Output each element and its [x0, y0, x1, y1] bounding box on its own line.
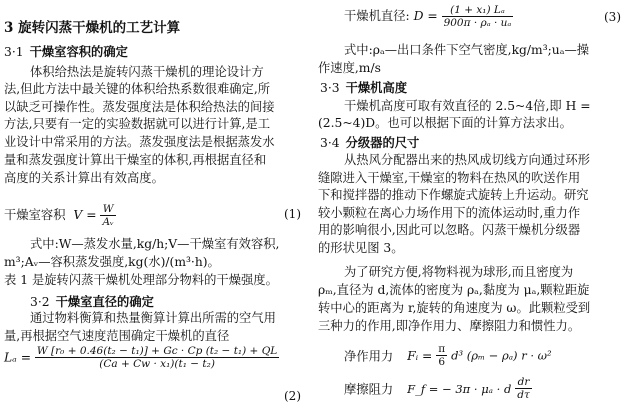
- paragraph-line: 用的影响很小,因此可以忽略。闪蒸干燥机分级器: [318, 223, 581, 237]
- equation-fraction: [442, 4, 514, 29]
- equation-lhs: V =: [73, 208, 97, 222]
- paragraph-line: 量和蒸发强度计算出干燥室的体积,再根据直径和: [4, 153, 267, 167]
- paragraph-line: 表 1 是旋转闪蒸干燥机处理部分物料的干燥强度。: [4, 273, 278, 287]
- paragraph-line: 以缺乏可操作性。蒸发强度法是体积给热法的间接: [4, 100, 275, 114]
- subsection-title: 干燥机高度: [345, 80, 408, 95]
- equation-2: [4, 345, 279, 370]
- subsection-number: 3·2: [30, 295, 50, 309]
- subsection-title: 分级器的尺寸: [345, 135, 420, 150]
- equation-fraction: [515, 376, 532, 401]
- subsection-title: 干燥室容积的确定: [29, 44, 128, 59]
- paragraph-line: 通过物料衡算和热量衡算计算出所需的空气用: [30, 311, 276, 325]
- equation-label: 干燥室容积: [4, 208, 66, 222]
- fraction-denominator: 900π · ρₐ · uₐ: [443, 17, 512, 29]
- fraction-numerator: (1 + x₁) Lₐ: [442, 4, 514, 17]
- paragraph-line: 作速度,m/s: [318, 61, 381, 75]
- paragraph-line: 为了研究方便,将物料视为球形,而且密度为: [344, 265, 574, 279]
- paragraph-line: 高度的关系计算出有效高度。: [4, 171, 164, 185]
- fraction-numerator: W [r₀ + 0.46(t₂ − t₁)] + Gc · Cp (t₂ − t₁) + QL: [36, 345, 278, 357]
- subsection-number: 3·3: [320, 81, 340, 95]
- subsection-heading-3-4: [320, 133, 419, 151]
- equation-rhs: d³ (ρₘ − ρₐ) r · ω²: [451, 348, 552, 363]
- paragraph-line: 下和搅拌器的推动下作螺旋式旋转上升运动。研究: [318, 188, 589, 202]
- section-heading: 3 旋转闪蒸干燥机的工艺计算: [4, 20, 181, 36]
- paragraph-line: 式中:ρₐ—出口条件下空气密度,kg/m³;uₐ—操: [344, 43, 590, 57]
- equation-number: (1): [284, 207, 301, 221]
- paragraph-line: ρₘ,直径为 d,流体的密度为 ρₐ,黏度为 μₐ,颗粒距旋: [318, 283, 590, 297]
- subsection-title: 干燥室直径的确定: [55, 294, 154, 309]
- paragraph-line: 较小颗粒在离心力场作用下的流体运动时,重力作: [318, 206, 581, 220]
- paragraph-line: 缝隙进入干燥室,干燥室的物料在热风的吹送作用: [318, 171, 581, 185]
- fraction-denominator: 6: [438, 356, 446, 368]
- subsection-heading-3-2: [30, 292, 154, 310]
- fraction-numerator: dr: [515, 376, 532, 389]
- equation-label: 净作用力: [344, 349, 394, 364]
- equation-1: [4, 203, 116, 228]
- paragraph-line: 干燥机高度可取有效直径的 2.5~4倍,即 H =: [344, 99, 591, 113]
- subsection-heading-3-1: [4, 42, 128, 60]
- equation-lhs: Lₐ =: [4, 350, 31, 365]
- equation-lhs: Fᵢ =: [407, 348, 433, 363]
- paragraph-line: 业设计中常采用的方法。蒸发强度法是根据蒸发水: [4, 135, 275, 149]
- equation-fraction: [35, 345, 279, 370]
- equation-lhs: D =: [413, 9, 438, 23]
- subsection-heading-3-3: [320, 78, 407, 96]
- equation-lhs: F_f = − 3π · μₐ · d: [407, 381, 512, 396]
- equation-number: (2): [284, 389, 301, 403]
- paragraph-line: 从热风分配器出来的热风成切线方向通过环形: [344, 153, 590, 167]
- subsection-number: 3·1: [4, 45, 24, 59]
- equation-fraction: [436, 343, 447, 368]
- paragraph-line: 的形状见图 3。: [318, 241, 404, 255]
- paragraph-line: 体积给热法是旋转闪蒸干燥机的理论设计方: [30, 65, 264, 79]
- fraction-denominator: dτ: [517, 389, 530, 401]
- paragraph-line: 方法,只要有一定的实验数据就可以进行计算,是工: [4, 117, 271, 131]
- fraction-numerator: π: [438, 343, 446, 355]
- subsection-number: 3·4: [320, 136, 340, 150]
- paragraph-line: 转中心的距离为 r,旋转的角速度为 ω。此颗粒受到: [318, 301, 591, 315]
- equation-label: 摩擦阻力: [344, 382, 394, 397]
- equation-label: 干燥机直径:: [344, 9, 410, 23]
- equation-5: [344, 376, 532, 401]
- equation-4: [344, 343, 552, 368]
- equation-3: [344, 4, 513, 29]
- equation-number: (3): [604, 10, 621, 24]
- fraction-numerator: W: [100, 203, 116, 216]
- paragraph-line: (2.5~4)D。也可以根据下面的计算方法求出。: [318, 116, 572, 130]
- paragraph-line: 量,再根据空气速度范围确定干燥机的直径: [4, 329, 230, 343]
- equation-fraction: [100, 203, 116, 228]
- paragraph-line: 法,但此方法中最关键的体积给热系数很难确定,所: [4, 82, 271, 96]
- paragraph-line: 式中:W—蒸发水量,kg/h;V—干燥室有效容积,: [30, 237, 280, 251]
- paragraph-line: m³;Aᵥ—容积蒸发强度,kg(水)/(m³·h)。: [4, 255, 220, 269]
- fraction-denominator: (Ca + Cw · x₁)(t₁ − t₂): [99, 358, 215, 370]
- fraction-denominator: Aᵥ: [102, 216, 114, 228]
- paragraph-line: 三种力的作用,即净作用力、摩擦阻力和惯性力。: [318, 319, 581, 333]
